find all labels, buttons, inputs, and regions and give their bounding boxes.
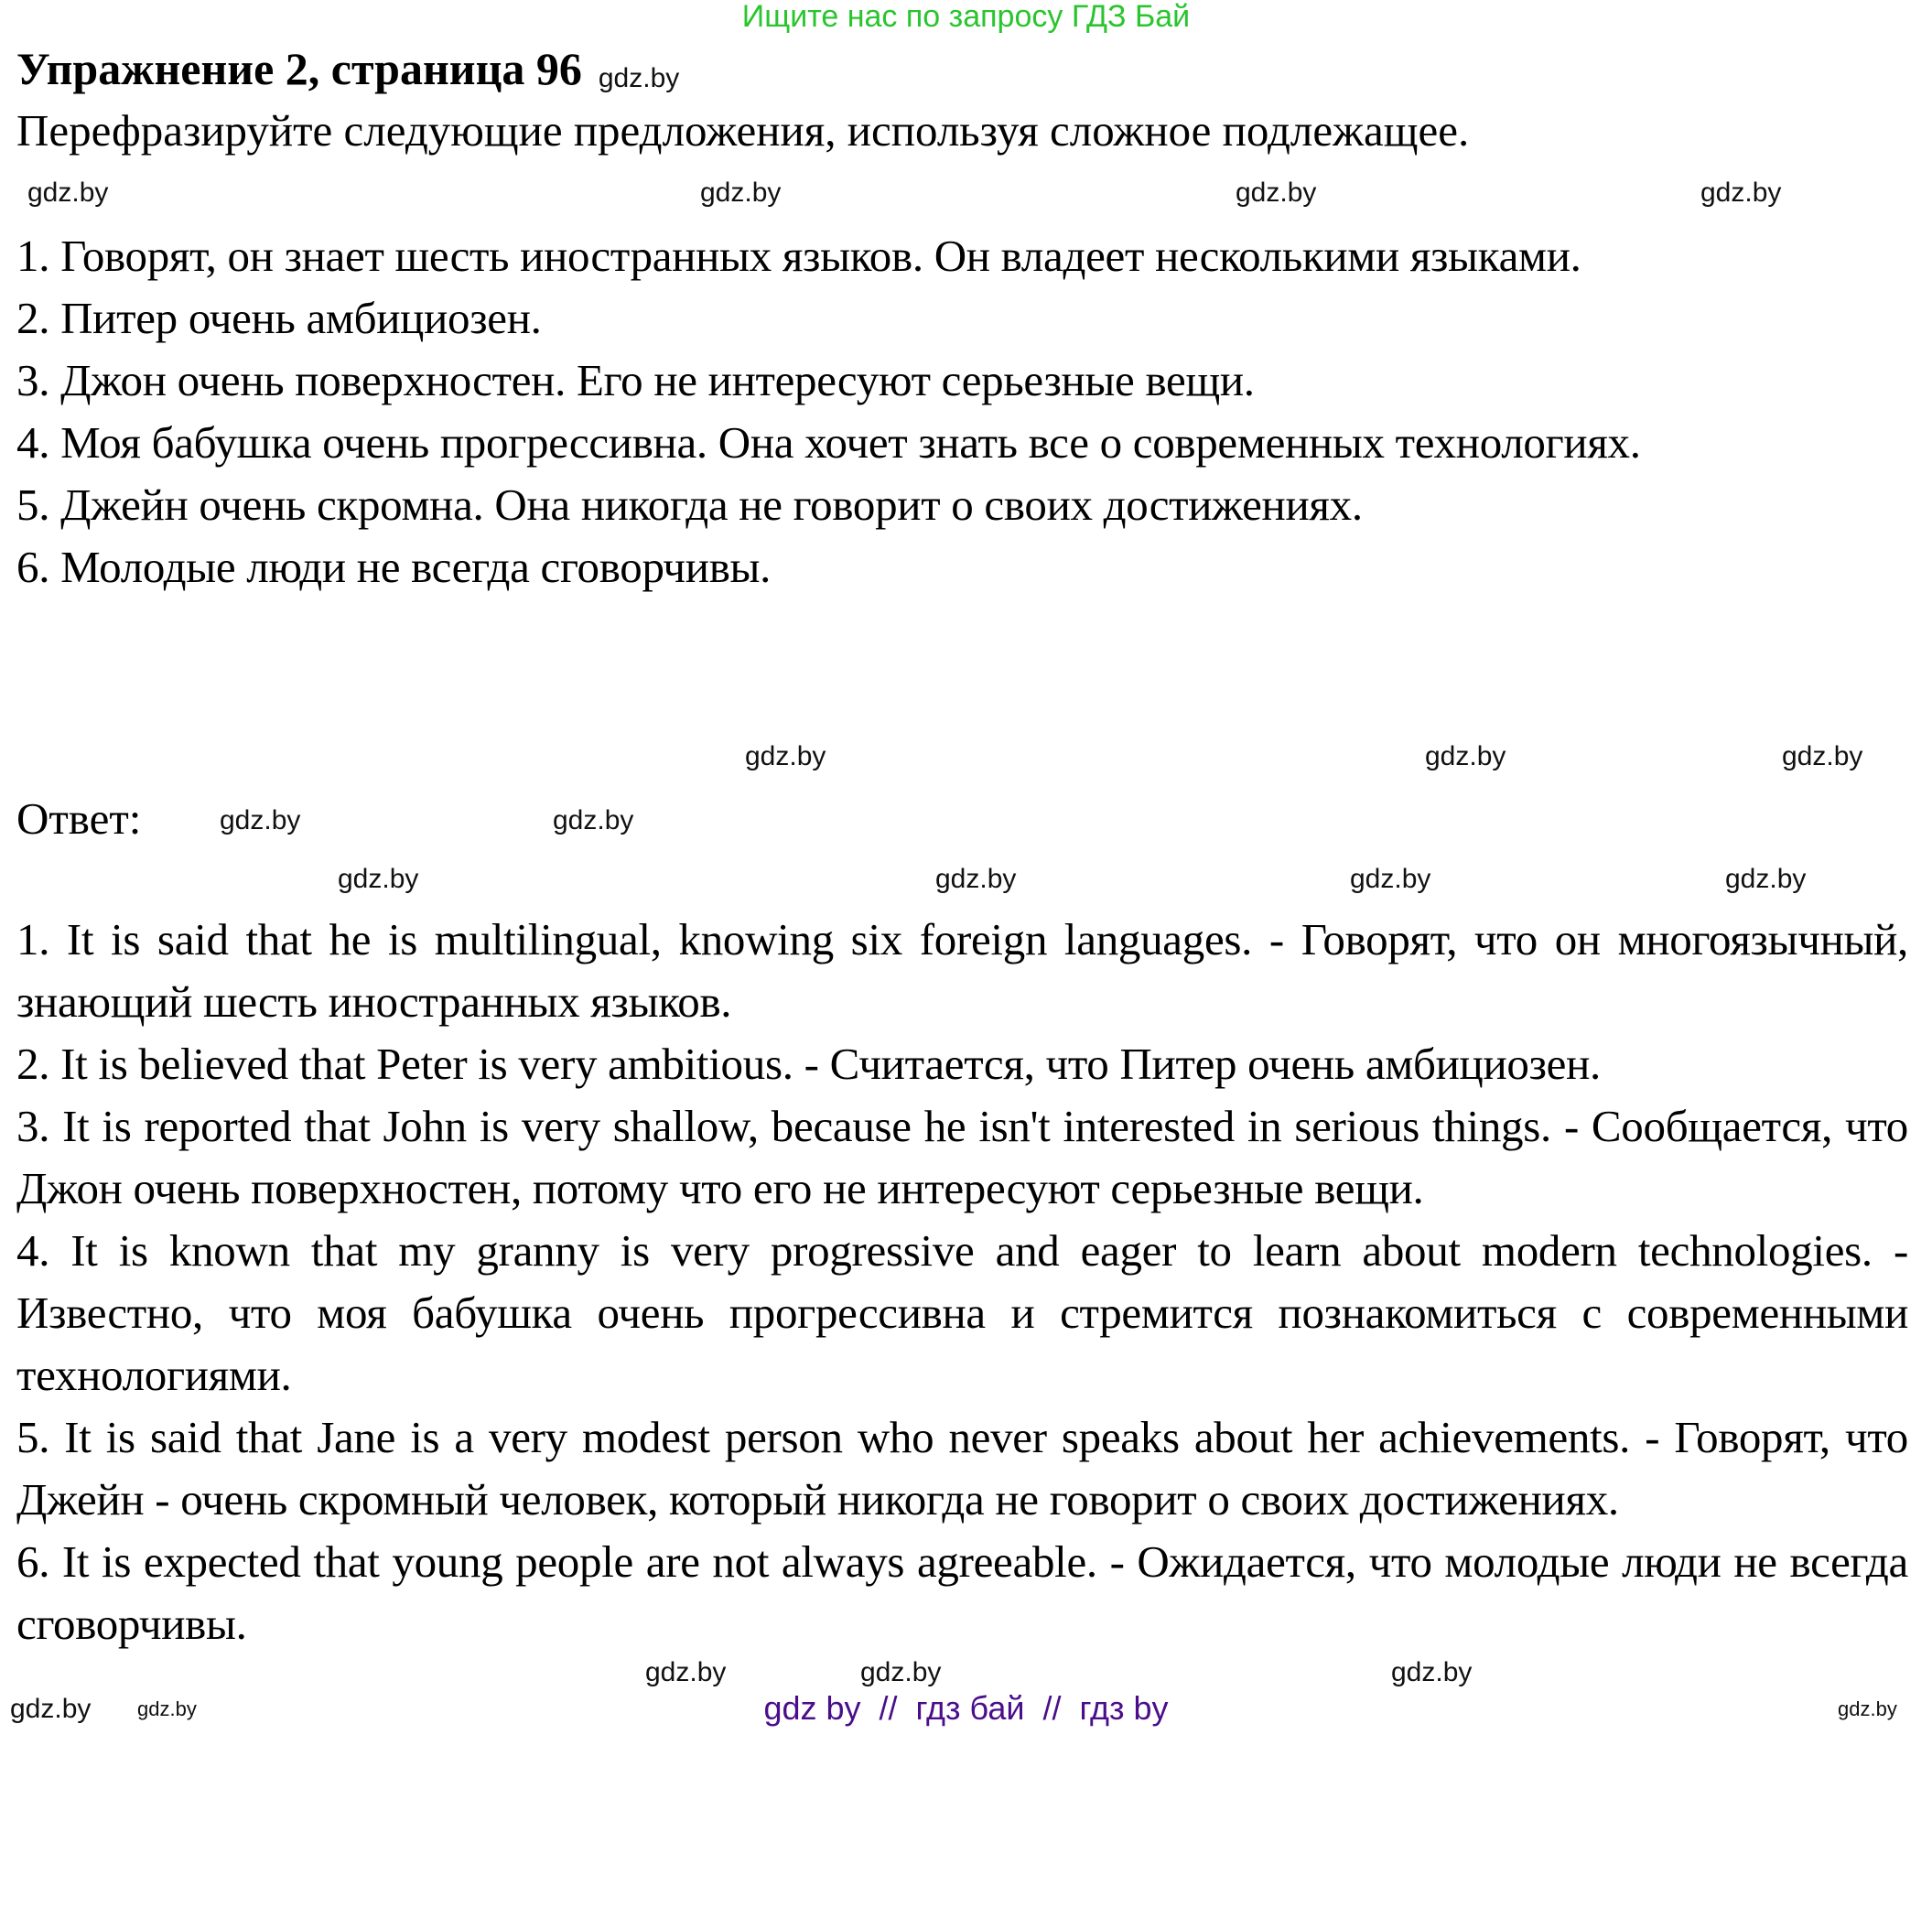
exercise-item: 2. Питер очень амбициозен. xyxy=(16,293,542,343)
watermark: gdz.by xyxy=(1700,178,1782,208)
watermark: gdz.by xyxy=(1725,864,1807,894)
exercise-item: 1. Говорят, он знает шесть иностранных языков. Он владеет несколькими языками. xyxy=(16,231,1581,281)
watermark: gdz.by xyxy=(745,741,826,771)
answer-item: 6. It is expected that young people are not always agreeable. - Ожидается, что молодые люди не всегда сговорчивы. xyxy=(16,1536,1908,1649)
answer-label: Ответ: xyxy=(16,793,142,844)
watermark: gdz.by xyxy=(338,864,419,894)
exercise-item: 4. Моя бабушка очень прогрессивна. Она хочет знать все о современных технологиях. xyxy=(16,417,1641,468)
watermark: gdz.by xyxy=(137,1697,197,1720)
lower-section xyxy=(0,909,1932,1730)
watermark: gdz.by xyxy=(700,178,782,208)
exercise-item: 6. Молодые люди не всегда сговорчивы. xyxy=(16,542,772,592)
exercise-items xyxy=(16,225,1908,598)
watermark: gdz.by xyxy=(1391,1657,1473,1687)
answer-item: 3. It is reported that John is very shallow, because he isn't interested in serious things. - Сообщается, что Джон очень поверхностен, потому что его не интересуют серьезные вещи. xyxy=(16,1101,1908,1213)
watermark: gdz.by xyxy=(553,805,634,835)
watermark: gdz.by xyxy=(935,864,1017,894)
footer-links: gdz by // гдз бай // гдз by xyxy=(763,1689,1169,1727)
exercise-item: 3. Джон очень поверхностен. Его не интересуют серьезные вещи. xyxy=(16,355,1255,405)
watermark: gdz.by xyxy=(1236,178,1317,208)
watermark: gdz.by xyxy=(220,805,301,835)
watermark: gdz.by xyxy=(645,1657,727,1687)
footer-row xyxy=(0,1690,1932,1730)
page-title: Упражнение 2, страница 96 xyxy=(16,43,582,94)
watermark-row xyxy=(0,1659,1932,1690)
answer-item: 5. It is said that Jane is a very modest person who never speaks about her achievements. - Говорят, что Джейн - очень скромный человек, который никогда не говорит о своих достижениях. xyxy=(16,1412,1908,1525)
watermark: gdz.by xyxy=(10,1694,92,1724)
exercise-item: 5. Джейн очень скромна. Она никогда не говорит о своих достижениях. xyxy=(16,479,1363,530)
watermark: gdz.by xyxy=(598,63,680,93)
answers xyxy=(16,909,1908,1655)
watermark: gdz.by xyxy=(860,1657,942,1687)
answer-item: 2. It is believed that Peter is very ambitious. - Считается, что Питер очень амбициозен. xyxy=(16,1039,1601,1089)
search-banner: Ищите нас по запросу ГДЗ Бай xyxy=(741,0,1191,34)
watermark: gdz.by xyxy=(27,178,109,208)
watermark: gdz.by xyxy=(1425,741,1506,771)
title-row xyxy=(16,38,679,100)
answer-item: 4. It is known that my granny is very progressive and eager to learn about modern technologies. - Известно, что моя бабушка очень прогрессивна и стремится познакомиться с современными технологиями. xyxy=(16,1225,1908,1400)
watermark: gdz.by xyxy=(1350,864,1431,894)
watermark: gdz.by xyxy=(1782,741,1863,771)
watermark: gdz.by xyxy=(1838,1697,1897,1720)
exercise-instruction: Перефразируйте следующие предложения, используя сложное подлежащее. xyxy=(16,105,1470,156)
answer-item: 1. It is said that he is multilingual, knowing six foreign languages. - Говорят, что он многоязычный, знающий шесть иностранных языков. xyxy=(16,914,1908,1027)
